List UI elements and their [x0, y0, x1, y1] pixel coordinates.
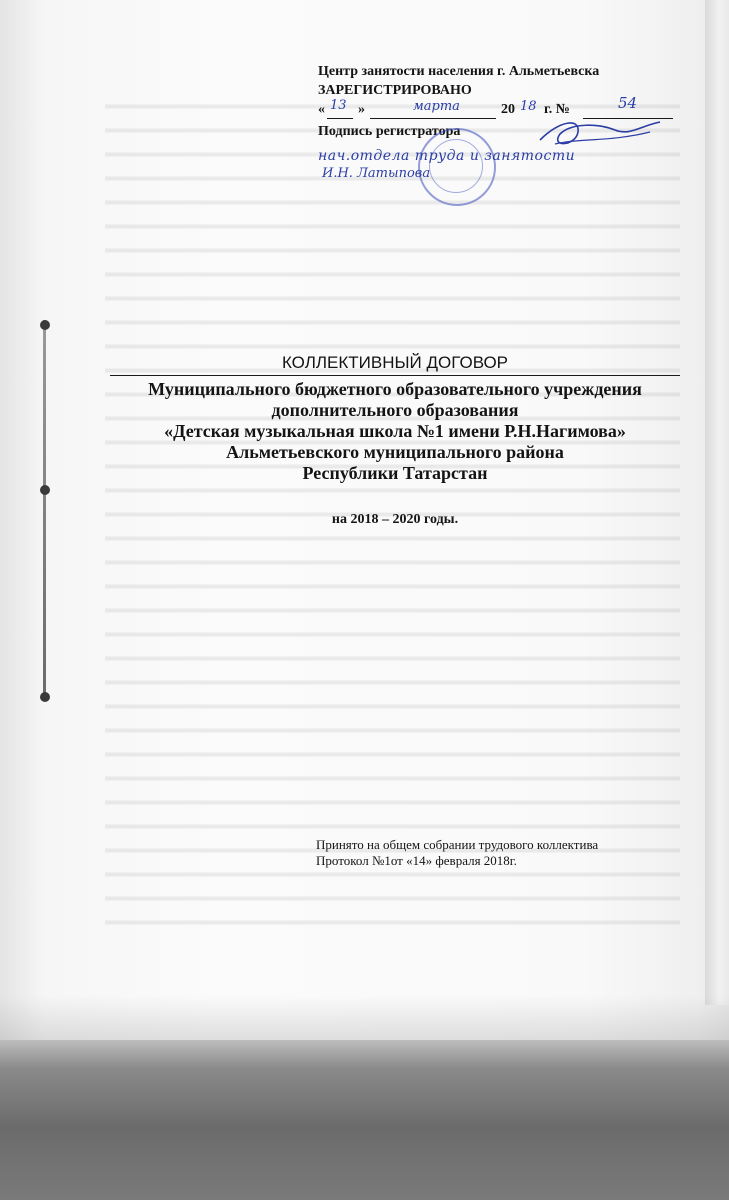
handwritten-position: нач.отдела труда и занятости: [318, 148, 576, 164]
institution-line-4: Альметьевского муниципального района: [226, 442, 564, 462]
page-edge: [705, 0, 729, 1005]
date-open-quote: «: [318, 102, 325, 117]
employment-center-name: Центр занятости населения г. Альметьевска: [318, 64, 600, 79]
date-year-suffix: 18: [520, 99, 537, 114]
contract-heading: КОЛЛЕКТИВНЫЙ ДОГОВОР: [110, 352, 680, 376]
registration-number: 54: [618, 94, 638, 112]
institution-line-1: Муниципального бюджетного образовательного учреждения: [148, 379, 642, 399]
date-day: 13: [330, 98, 347, 113]
binding-thread: [43, 320, 46, 700]
stitch-knot: [40, 320, 50, 330]
date-month: марта: [413, 99, 460, 114]
number-label: г. №: [544, 102, 570, 117]
registration-status: ЗАРЕГИСТРИРОВАНО: [318, 83, 472, 98]
acceptance-note: [316, 837, 696, 869]
contract-title-block: [110, 352, 680, 484]
date-close-quote: »: [358, 102, 365, 117]
contract-period: на 2018 – 2020 годы.: [331, 512, 459, 527]
date-year-prefix: 20: [501, 102, 515, 117]
scanner-background: [0, 1040, 729, 1200]
institution-line-3: «Детская музыкальная школа №1 имени Р.Н.Нагимова»: [164, 421, 626, 441]
date-day-line: [327, 118, 353, 119]
stitch-knot: [40, 485, 50, 495]
institution-line-2: дополнительного образования: [271, 400, 519, 420]
binding-stitch: [40, 320, 50, 700]
acceptance-line-1: Принято на общем собрании трудового коллектива: [316, 837, 599, 852]
signature-label: Подпись регистратора: [318, 124, 461, 139]
handwritten-name: И.Н. Латыпова: [322, 166, 431, 181]
stitch-knot: [40, 692, 50, 702]
acceptance-line-2: Протокол №1от «14» февраля 2018г.: [316, 853, 517, 868]
date-month-line: [370, 118, 496, 119]
institution-line-5: Республики Татарстан: [302, 463, 488, 483]
